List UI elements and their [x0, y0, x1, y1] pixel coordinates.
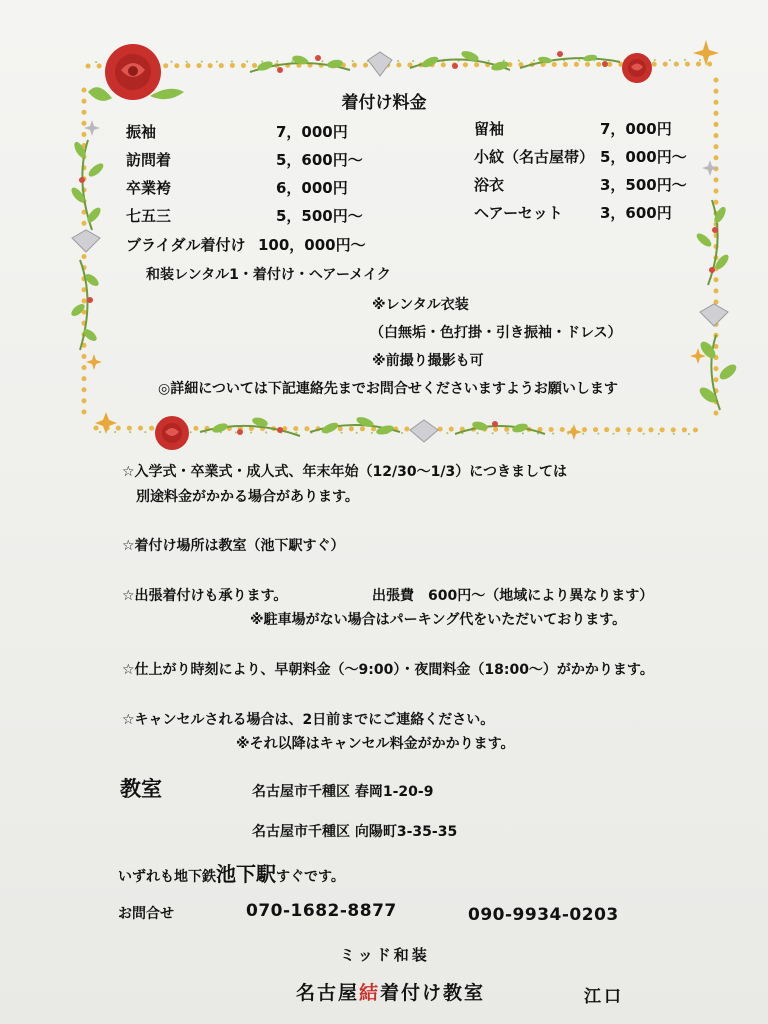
fee-item-name: 留袖	[474, 120, 505, 138]
brand-sub: ミッド和装	[340, 946, 430, 964]
bridal-price: 100，000円～	[258, 236, 366, 254]
location-note: ☆着付け場所は教室（池下駅すぐ）	[122, 538, 345, 554]
fee-item-name: 卒業袴	[126, 179, 172, 197]
fee-item-name: 訪問着	[126, 151, 172, 169]
cancel-note: ☆キャンセルされる場合は、2日前までにご連絡ください。	[122, 712, 495, 728]
fee-item-price: 5，600円～	[276, 151, 363, 169]
fee-item-price: 6，000円	[276, 179, 348, 197]
photo-note: ※前撮り撮影も可	[372, 353, 484, 369]
parking-note: ※駐車場がない場合はパーキング代をいただいております。	[250, 612, 627, 628]
fee-item-price: 5，500円～	[276, 207, 363, 225]
brand-name	[296, 978, 485, 1005]
contact-label: お問合せ	[118, 906, 174, 922]
rose-top-right	[622, 53, 652, 83]
bridal-name: ブライダル着付け	[126, 236, 246, 254]
person-name: 江口	[584, 987, 624, 1007]
rental-list: （白無垢・色打掛・引き振袖・ドレス）	[370, 325, 622, 341]
time-fee-note: ☆仕上がり時刻により、早朝料金（～9:00）・夜間料金（18:00～）がかかります。	[122, 662, 654, 678]
brand-name-part2: 着付け教室	[380, 982, 486, 1004]
rental-note: ※レンタル衣装	[372, 297, 469, 313]
bridal-detail: 和装レンタル1・着付け・ヘアーメイク	[146, 267, 391, 283]
phone-2[interactable]: 090-9934-0203	[468, 905, 619, 925]
fee-item-name: 小紋（名古屋帯）	[474, 148, 595, 166]
holiday-note-line1: ☆入学式・卒業式・成人式、年末年始（12/30～1/3）につきましては	[122, 464, 567, 480]
visit-note: ☆出張着付けも承ります。	[122, 588, 288, 604]
classroom-label: 教室	[120, 777, 162, 801]
fee-item-name: 振袖	[126, 123, 157, 141]
brand-name-part1: 名古屋	[296, 982, 360, 1004]
fee-item-name: ヘアーセット	[474, 204, 563, 222]
fee-item-price: 7，000円	[276, 123, 348, 141]
holiday-note-line2: 別途料金がかかる場合があります。	[136, 489, 359, 505]
fee-item-name: 浴衣	[474, 176, 505, 194]
classroom-address-2: 名古屋市千種区 向陽町3-35-35	[252, 824, 458, 840]
visit-fee: 出張費 600円～（地域により異なります）	[372, 588, 654, 604]
fee-item-price: 3，600円	[600, 204, 672, 222]
fee-item-price: 5，000円～	[600, 148, 687, 166]
cancel-fee-note: ※それ以降はキャンセル料金がかかります。	[236, 736, 515, 752]
fee-item-name: 七五三	[126, 207, 172, 225]
access-suffix: すぐです。	[276, 869, 345, 885]
fee-item-price: 7，000円	[600, 120, 672, 138]
access-line	[118, 858, 345, 887]
fee-title: 着付け料金	[341, 93, 427, 113]
classroom-address-1: 名古屋市千種区 春岡1-20-9	[252, 784, 434, 800]
brand-name-accent: 結	[359, 982, 381, 1004]
inquiry-note: ◎詳細については下記連絡先までお問合せくださいますようお願いします	[158, 381, 618, 397]
access-prefix: いずれも地下鉄	[118, 869, 216, 885]
access-station: 池下駅	[216, 862, 276, 886]
fee-item-price: 3，500円～	[600, 176, 687, 194]
phone-1[interactable]: 070-1682-8877	[246, 901, 397, 921]
rose-bottom-left	[155, 416, 189, 450]
